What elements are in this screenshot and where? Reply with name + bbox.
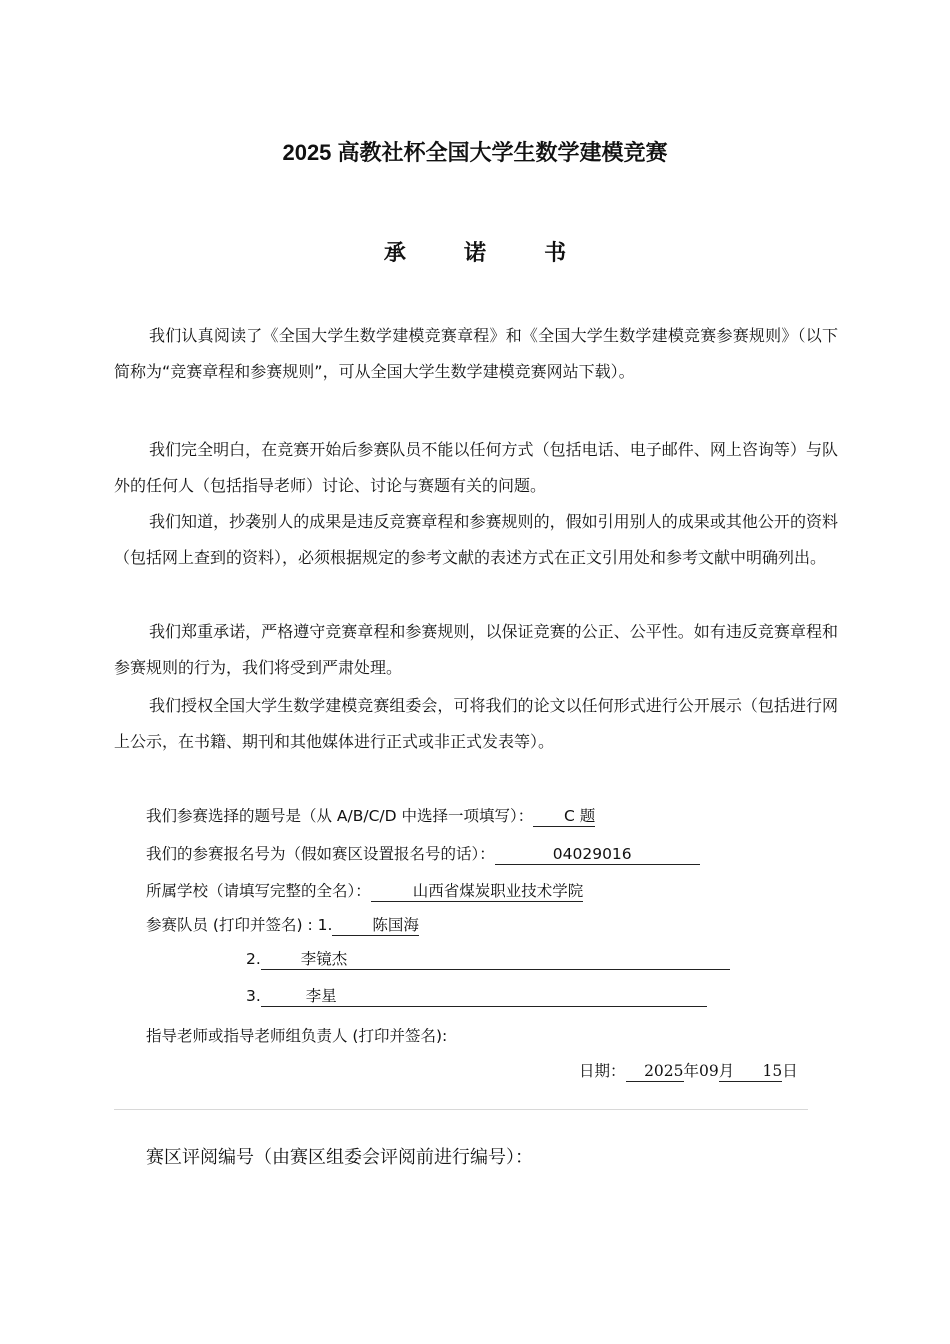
paragraph-3: 我们知道，抄袭别人的成果是违反竞赛章程和参赛规则的，假如引用别人的成果或其他公开的资料（包括网上查到的资料），必须根据规定的参考文献的表述方式在正文引用处和参考文献中明确列出。 (114, 512, 838, 567)
advisor-line (146, 1024, 447, 1046)
member-line-1 (146, 913, 419, 936)
school-line (146, 879, 583, 902)
member-field-3[interactable] (261, 988, 707, 1007)
date-year: 2025 (644, 1062, 684, 1080)
document-subtitle: 承 诺 书 (383, 240, 593, 265)
registration-line (146, 842, 700, 865)
paragraph-2: 我们完全明白，在竞赛开始后参赛队员不能以任何方式（包括电话、电子邮件、网上咨询等）与队外的任何人（包括指导老师）讨论、讨论与赛题有关的问题。 (114, 440, 838, 495)
paragraph-1: 我们认真阅读了《全国大学生数学建模竞赛章程》和《全国大学生数学建模竞赛参赛规则》（以下简称为“竞赛章程和参赛规则”，可从全国大学生数学建模竞赛网站下载）。 (114, 326, 838, 381)
date-month-suffix: 月 (718, 1062, 735, 1080)
member-line-3 (246, 987, 707, 1007)
member-line-2 (246, 950, 730, 970)
date-day: 15 (762, 1062, 783, 1080)
member-field-1[interactable] (332, 917, 419, 936)
section-divider (114, 1109, 808, 1110)
member-name: 陈国海 (372, 916, 419, 934)
member-number: 3. (246, 987, 261, 1005)
school-field[interactable] (371, 883, 584, 902)
paragraph-5: 我们授权全国大学生数学建模竞赛组委会，可将我们的论文以任何形式进行公开展示（包括进行网上公示，在书籍、期刊和其他媒体进行正式或非正式发表等）。 (114, 696, 838, 751)
problem-line (146, 804, 595, 827)
member-name: 李星 (305, 987, 337, 1005)
member-number: 1. (317, 916, 333, 934)
review-number-label: 赛区评阅编号（由赛区组委会评阅前进行编号）： (146, 1147, 533, 1168)
member-name: 李镜杰 (300, 950, 348, 968)
advisor-label: 指导老师或指导老师组负责人 (打印并签名): (146, 1027, 448, 1045)
date-label: 日期： (579, 1062, 626, 1080)
date-day-field[interactable] (734, 1063, 782, 1082)
date-month[interactable]: 09 (699, 1062, 719, 1080)
registration-field[interactable] (495, 846, 700, 865)
member-field-2[interactable] (261, 951, 730, 970)
member-number: 2. (246, 950, 261, 968)
problem-value: C 题 (564, 807, 596, 825)
registration-value: 04029016 (552, 845, 632, 863)
date-year-field[interactable] (626, 1063, 684, 1082)
problem-field[interactable] (533, 808, 595, 827)
registration-label: 我们的参赛报名号为（假如赛区设置报名号的话）： (146, 845, 495, 863)
date-year-suffix: 年 (683, 1062, 700, 1080)
problem-label: 我们参赛选择的题号是（从 A/B/C/D 中选择一项填写）： (146, 807, 534, 825)
document-title: 2025 高教社杯全国大学生数学建模竞赛 (282, 140, 668, 165)
school-label: 所属学校（请填写完整的全名）： (146, 882, 371, 900)
date-day-suffix: 日 (782, 1062, 798, 1080)
paragraph-4: 我们郑重承诺，严格遵守竞赛章程和参赛规则，以保证竞赛的公正、公平性。如有违反竞赛章程和参赛规则的行为，我们将受到严肃处理。 (114, 622, 838, 677)
date-line (579, 1059, 798, 1082)
school-value: 山西省煤炭职业技术学院 (412, 882, 584, 900)
members-label: 参赛队员 (打印并签名) : (146, 916, 318, 934)
